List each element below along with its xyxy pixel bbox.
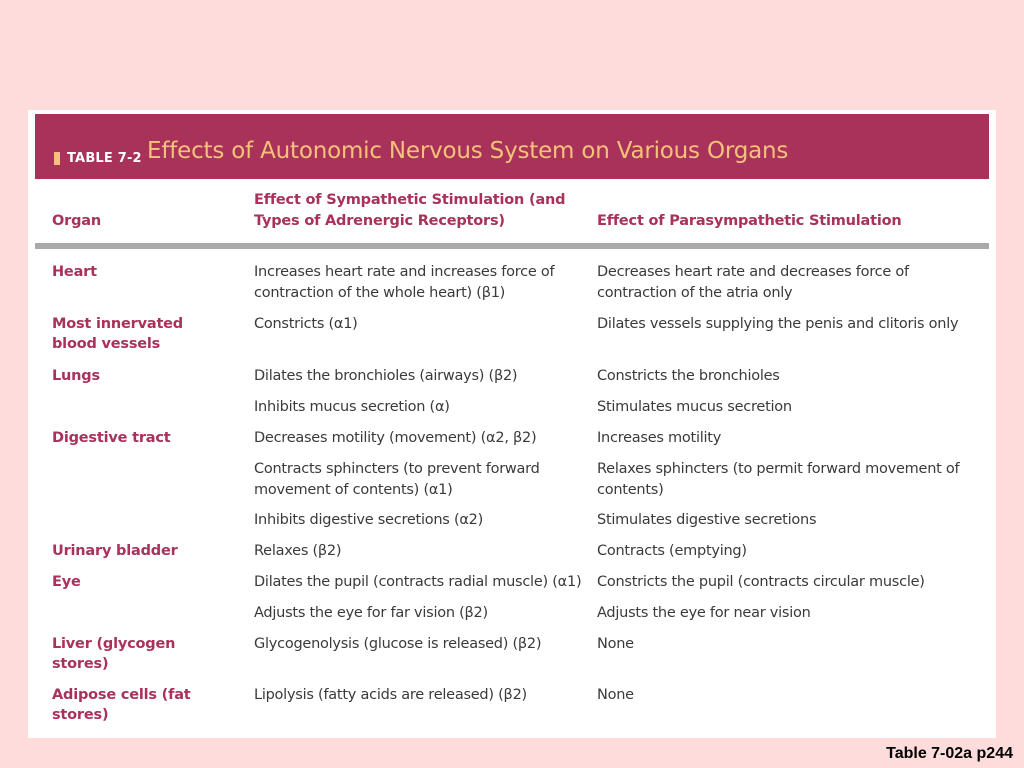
header-divider (35, 243, 989, 249)
column-header-sympathetic-line: Effect of Sympathetic Stimulation (and (254, 192, 566, 208)
cell-line: contraction of the atria only (597, 285, 793, 301)
parasympathetic-effect-cell (597, 314, 982, 335)
sympathetic-effect-cell (254, 314, 584, 335)
parasympathetic-effect-cell (597, 428, 982, 449)
sympathetic-effect-cell (254, 634, 584, 655)
parasympathetic-effect-cell (597, 685, 982, 706)
column-header-parasympathetic: Effect of Parasympathetic Stimulation (597, 213, 902, 229)
organ-cell (52, 366, 232, 386)
parasympathetic-effect-cell (597, 366, 982, 387)
cell-line: contents) (597, 482, 664, 498)
cell-line: Dilates the pupil (contracts radial muscle) (α1) (254, 574, 582, 590)
sympathetic-effect-cell (254, 459, 584, 501)
cell-line: Relaxes (β2) (254, 543, 342, 559)
column-header-organ: Organ (52, 213, 101, 229)
cell-line: Inhibits mucus secretion (α) (254, 399, 450, 415)
cell-line: Lipolysis (fatty acids are released) (β2) (254, 687, 527, 703)
parasympathetic-effect-cell (597, 510, 982, 531)
cell-line: Dilates the bronchioles (airways) (β2) (254, 368, 518, 384)
slide-caption: Table 7-02a p244 (886, 745, 1013, 762)
parasympathetic-effect-cell (597, 262, 982, 304)
sympathetic-effect-cell (254, 541, 584, 562)
sympathetic-effect-cell (254, 510, 584, 531)
cell-line: Constricts the pupil (contracts circular muscle) (597, 574, 925, 590)
cell-line: Decreases heart rate and decreases force of (597, 264, 909, 280)
cell-line: Inhibits digestive secretions (α2) (254, 512, 484, 528)
cell-line: Adjusts the eye for far vision (β2) (254, 605, 488, 621)
table-title: Effects of Autonomic Nervous System on Various Organs (147, 138, 789, 164)
parasympathetic-effect-cell (597, 541, 982, 562)
cell-line: Stimulates digestive secretions (597, 512, 817, 528)
title-bullet-icon (54, 152, 60, 165)
cell-line: Contracts (emptying) (597, 543, 747, 559)
cell-line: Eye (52, 574, 81, 590)
cell-line: Adipose cells (fat (52, 687, 191, 703)
cell-line: Urinary bladder (52, 543, 178, 559)
cell-line: Digestive tract (52, 430, 171, 446)
sympathetic-effect-cell (254, 603, 584, 624)
cell-line: stores) (52, 707, 109, 723)
sympathetic-effect-cell (254, 366, 584, 387)
organ-cell (52, 541, 232, 561)
cell-line: Relaxes sphincters (to permit forward movement of (597, 461, 960, 477)
cell-line: Increases heart rate and increases force of (254, 264, 555, 280)
table-number-label: TABLE 7-2 (67, 151, 142, 166)
cell-line: None (597, 687, 634, 703)
cell-line: movement of contents) (α1) (254, 482, 453, 498)
parasympathetic-effect-cell (597, 634, 982, 655)
table-card (28, 110, 996, 738)
cell-line: None (597, 636, 634, 652)
organ-cell (52, 428, 232, 448)
cell-line: Dilates vessels supplying the penis and clitoris only (597, 316, 959, 332)
cell-line: Lungs (52, 368, 100, 384)
sympathetic-effect-cell (254, 428, 584, 449)
cell-line: Most innervated (52, 316, 183, 332)
organ-cell (52, 685, 232, 725)
cell-line: Stimulates mucus secretion (597, 399, 792, 415)
parasympathetic-effect-cell (597, 459, 982, 501)
cell-line: Contracts sphincters (to prevent forward (254, 461, 540, 477)
cell-line: Glycogenolysis (glucose is released) (β2) (254, 636, 542, 652)
sympathetic-effect-cell (254, 572, 584, 593)
cell-line: contraction of the whole heart) (β1) (254, 285, 506, 301)
sympathetic-effect-cell (254, 262, 584, 304)
cell-line: Increases motility (597, 430, 722, 446)
cell-line: Constricts the bronchioles (597, 368, 780, 384)
column-header-sympathetic-line: Types of Adrenergic Receptors) (254, 213, 505, 229)
organ-cell (52, 262, 232, 282)
cell-line: Constricts (α1) (254, 316, 358, 332)
organ-cell (52, 634, 232, 674)
sympathetic-effect-cell (254, 397, 584, 418)
organ-cell (52, 572, 232, 592)
parasympathetic-effect-cell (597, 603, 982, 624)
parasympathetic-effect-cell (597, 572, 982, 593)
cell-line: Adjusts the eye for near vision (597, 605, 811, 621)
column-header-sympathetic (254, 190, 565, 232)
sympathetic-effect-cell (254, 685, 584, 706)
cell-line: stores) (52, 656, 109, 672)
cell-line: blood vessels (52, 336, 161, 352)
cell-line: Decreases motility (movement) (α2, β2) (254, 430, 537, 446)
cell-line: Heart (52, 264, 97, 280)
cell-line: Liver (glycogen (52, 636, 176, 652)
organ-cell (52, 314, 232, 354)
parasympathetic-effect-cell (597, 397, 982, 418)
table-title-bar (35, 114, 989, 179)
